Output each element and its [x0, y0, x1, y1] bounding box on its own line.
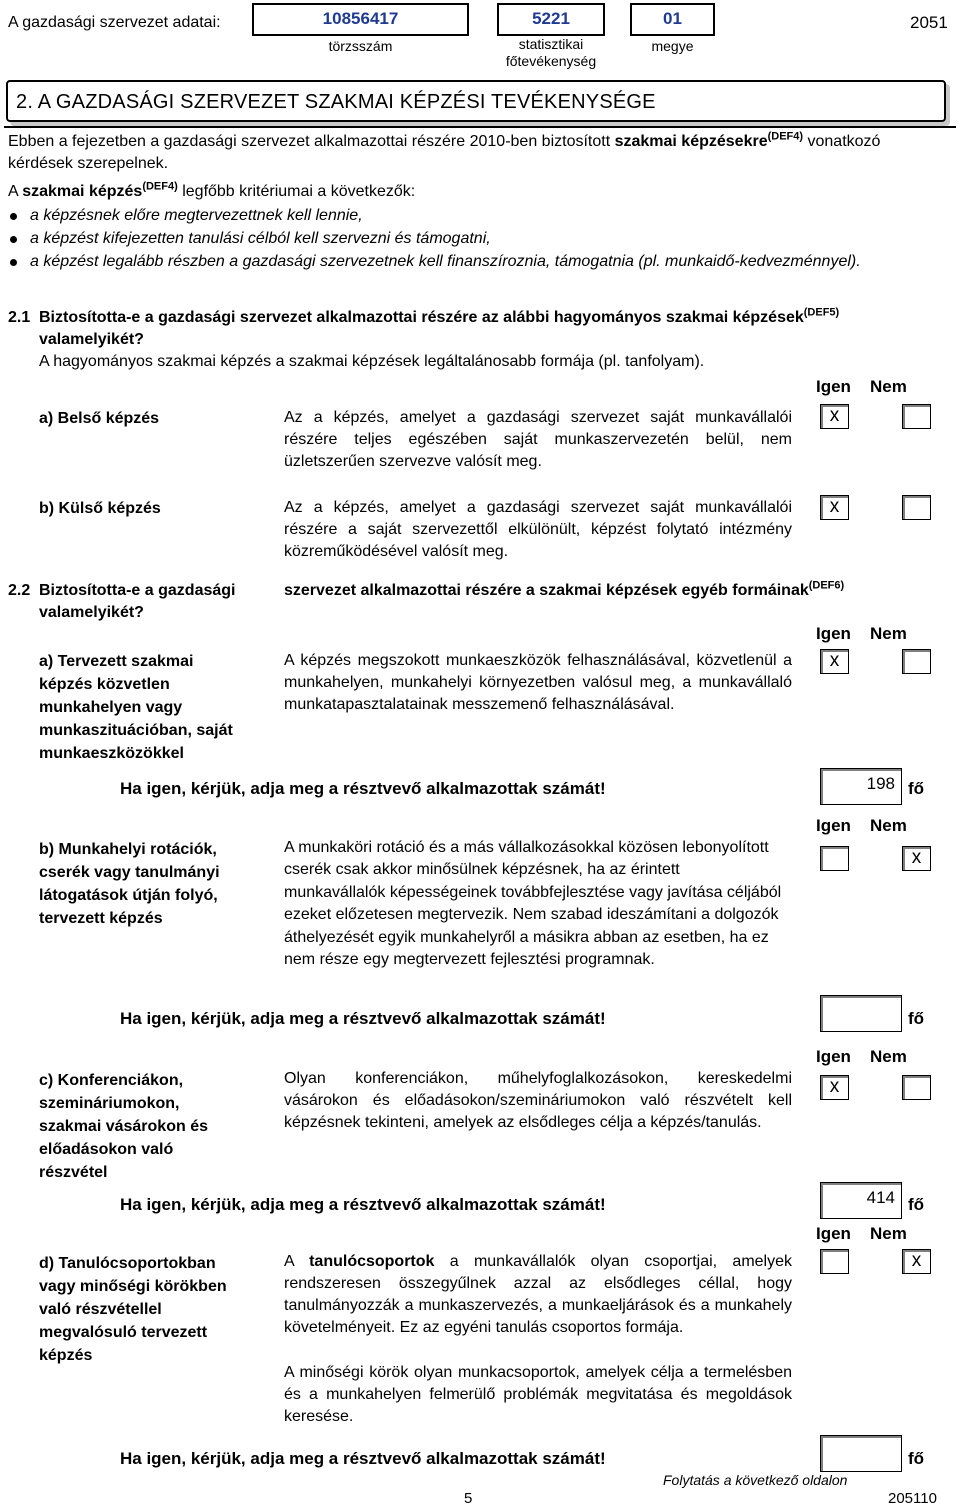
criteria-term: szakmai képzés	[22, 183, 143, 200]
q22-item-a-yes-checkbox[interactable]: x	[820, 649, 849, 674]
q22-question-part-2	[284, 580, 959, 602]
bullet-icon	[10, 213, 17, 220]
q22-item-a-count-field[interactable]: 198	[820, 768, 902, 805]
q22-item-c-count-field[interactable]: 414	[820, 1182, 902, 1219]
q21-note: A hagyományos szakmai képzés a szakmai képzések legáltalánosabb formája (pl. tanfolyam).	[39, 353, 705, 370]
q22-item-c-label: c) Konferenciákon, szemináriumokon, szakmai vásárokon és előadásokon való részvétel	[39, 1072, 208, 1181]
q22-no-header: Nem	[870, 816, 907, 835]
q22-yes-header: Igen	[816, 1047, 851, 1066]
q22-item-c-count-prompt: Ha igen, kérjük, adja meg a résztvevő alkalmazottak számát!	[120, 1195, 606, 1214]
q22-item-b-count-prompt: Ha igen, kérjük, adja meg a résztvevő alkalmazottak számát!	[120, 1009, 606, 1028]
torzsszam-field[interactable]: 10856417	[252, 3, 469, 36]
q22-item-d-term: tanulócsoportok	[309, 1253, 435, 1270]
criteria-heading	[8, 181, 415, 203]
criteria-item-2: a képzést kifejezetten tanulási célból kell szervezni és támogatni,	[30, 230, 491, 247]
continue-note: Folytatás a következő oldalon	[663, 1472, 848, 1488]
q21-def-ref: (DEF5)	[803, 306, 840, 319]
q21-yes-header: Igen	[816, 377, 851, 396]
q22-yes-header: Igen	[816, 816, 851, 835]
intro-line-1	[8, 131, 958, 153]
q22-question-text: szervezet alkalmazottai részére a szakmai képzések egyéb formáinak	[284, 582, 809, 599]
q22-question-line-2: valamelyikét?	[39, 604, 144, 621]
q22-no-header: Nem	[870, 1047, 907, 1066]
q22-item-b-no-checkbox[interactable]: x	[902, 846, 931, 871]
q21-item-b-no-checkbox[interactable]	[902, 495, 931, 520]
q21-item-a-yes-checkbox[interactable]: x	[820, 404, 849, 429]
q22-yes-header: Igen	[816, 624, 851, 643]
intro-def-ref: (DEF4)	[767, 130, 804, 143]
megye-field[interactable]: 01	[630, 3, 715, 36]
q21-item-b-yes-checkbox[interactable]: x	[820, 495, 849, 520]
intro-term: szakmai képzésekre	[614, 133, 768, 150]
bullet-icon	[10, 259, 17, 266]
intro-text-end: vonatkozó	[803, 133, 881, 150]
criteria-text-end: legfőbb kritériumai a következők:	[177, 183, 416, 200]
q22-item-b-count-field[interactable]	[820, 995, 902, 1032]
page-code: 205110	[888, 1490, 937, 1507]
q22-item-a-label: a) Tervezett szakmai képzés közvetlen munkahelyen vagy munkaszituációban, saját munkaeszközökkel	[39, 653, 233, 762]
q22-item-d-unit: fő	[908, 1449, 925, 1468]
q21-question-line-2: valamelyikét?	[39, 331, 144, 348]
q22-no-header: Nem	[870, 624, 907, 643]
q22-item-d-yes-checkbox[interactable]	[820, 1249, 849, 1274]
q22-item-c-description: Olyan konferenciákon, műhelyfoglalkozásokon, kereskedelmi vásárokon és előadásokon/szemináriumokon való részvételt kell képzésnek tekinteni, amelyek az elsődleges célja a képzés/tanulás.	[284, 1070, 792, 1131]
fotevekenyseg-caption-1: statisztikai	[518, 36, 584, 52]
q22-def-ref: (DEF6)	[808, 579, 845, 592]
q22-item-c-no-checkbox[interactable]	[902, 1075, 931, 1100]
fotevekenyseg-caption-2: főtevékenység	[505, 53, 597, 69]
q21-question-text: Biztosította-e a gazdasági szervezet alkalmazottai részére az alábbi hagyományos szakmai képzések	[39, 309, 804, 326]
q21-item-b-description: Az a képzés, amelyet a gazdasági szervezet saját munkavállalói részére a saját szervezettől elkülönült, képzést folytató intézmény közreműködésével valósít meg.	[284, 499, 792, 560]
q22-item-b-description: A munkaköri rotáció és a más vállalkozásokkal közösen lebonyolított cserék csak akkor minősülnek képzésnek, ha az érintett munkavállalók képességeinek továbbfejlesztése vagy javítása céljából ezeket előzetesen megtervezik. Nem szabad ideszámítani a dolgozók áthelyezését egyik munkahelyről a másikra abban az esetben, ha ez nem része egy megtervezett fejlesztési programnak.	[284, 839, 782, 969]
q22-item-d-description	[284, 1251, 792, 1339]
q22-question-part-1: Biztosította-e a gazdasági	[39, 582, 236, 599]
criteria-item-3: a képzést legalább részben a gazdasági szervezetnek kell finanszíroznia, támogatnia (pl. munkaidő-kedvezménnyel).	[30, 253, 861, 270]
criteria-item-1: a képzésnek előre megtervezettnek kell lennie,	[30, 207, 363, 224]
q22-item-d-label: d) Tanulócsoportokban vagy minőségi körökben való részvétellel megvalósuló tervezett képzés	[39, 1255, 227, 1364]
q22-item-b-yes-checkbox[interactable]	[820, 846, 849, 871]
intro-text: Ebben a fejezetben a gazdasági szervezet alkalmazottai részére 2010-ben biztosított	[8, 133, 615, 150]
q22-item-c-unit: fő	[908, 1195, 925, 1214]
intro-line-2: kérdések szerepelnek.	[8, 155, 169, 172]
criteria-text: A	[8, 183, 23, 200]
q22-item-d-no-checkbox[interactable]: x	[902, 1249, 931, 1274]
q22-item-d-description-2: A minőségi körök olyan munkacsoportok, amelyek célja a termelésben és a munkahelyen felmerülő problémák megvitatása és megoldások keresése.	[284, 1364, 792, 1425]
section-divider	[4, 126, 956, 128]
q21-item-a-label: a) Belső képzés	[39, 410, 160, 427]
q22-item-b-unit: fő	[908, 1009, 925, 1028]
criteria-def-ref: (DEF4)	[142, 180, 178, 193]
q22-item-a-unit: fő	[908, 779, 925, 798]
q22-item-b-label: b) Munkahelyi rotációk, cserék vagy tanulmányi látogatások útján folyó, tervezett képzés	[39, 841, 220, 927]
q22-no-header: Nem	[870, 1224, 907, 1243]
q22-item-a-count-prompt: Ha igen, kérjük, adja meg a résztvevő alkalmazottak számát!	[120, 779, 606, 798]
q22-item-d-count-prompt: Ha igen, kérjük, adja meg a résztvevő alkalmazottak számát!	[120, 1449, 606, 1468]
q22-item-d-count-field[interactable]	[820, 1435, 902, 1472]
section-title-box	[6, 80, 946, 122]
q21-no-header: Nem	[870, 377, 907, 396]
form-code: 2051	[910, 13, 948, 32]
q21-item-a-description: Az a képzés, amelyet a gazdasági szervezet saját munkavállalói részére teljes egészében saját munkaszervezetén belül, nem üzletszerűen szervezve valósít meg.	[284, 409, 792, 470]
org-data-label: A gazdasági szervezet adatai:	[8, 14, 221, 31]
q22-yes-header: Igen	[816, 1224, 851, 1243]
q22-number: 2.2	[8, 582, 31, 599]
page-number: 5	[464, 1490, 473, 1507]
fotevekenyseg-field[interactable]: 5221	[497, 3, 605, 36]
megye-caption: megye	[651, 38, 694, 54]
bullet-icon	[10, 236, 17, 243]
torzsszam-caption: törzsszám	[328, 38, 393, 54]
q22-item-d-text: A	[284, 1253, 310, 1270]
q22-item-d-text-rest: a munkavállalók olyan csoportjai, amelyek rendszeresen összegyűlnek azzal az elsődleges céllal, hogy tanulmányozzák a munkaszervezés, a munkaeljárások és a munkahely követelményeit. Ez az egyéni tanulás csoportos formája.	[284, 1253, 792, 1336]
q21-item-a-no-checkbox[interactable]	[902, 404, 931, 429]
q21-number: 2.1	[8, 309, 31, 326]
q22-item-c-yes-checkbox[interactable]: x	[820, 1075, 849, 1100]
q21-question	[39, 307, 919, 329]
section-title: 2. A GAZDASÁGI SZERVEZET SZAKMAI KÉPZÉSI TEVÉKENYSÉGE	[16, 91, 656, 113]
q22-item-a-no-checkbox[interactable]	[902, 649, 931, 674]
q21-item-b-label: b) Külső képzés	[39, 500, 161, 517]
q22-item-a-description: A képzés megszokott munkaeszközök felhasználásával, közvetlenül a munkahelyen, munkahelyi környezetben valósul meg, a munkavállaló munkatapasztalatainak messzemenő felhasználásával.	[284, 652, 792, 713]
